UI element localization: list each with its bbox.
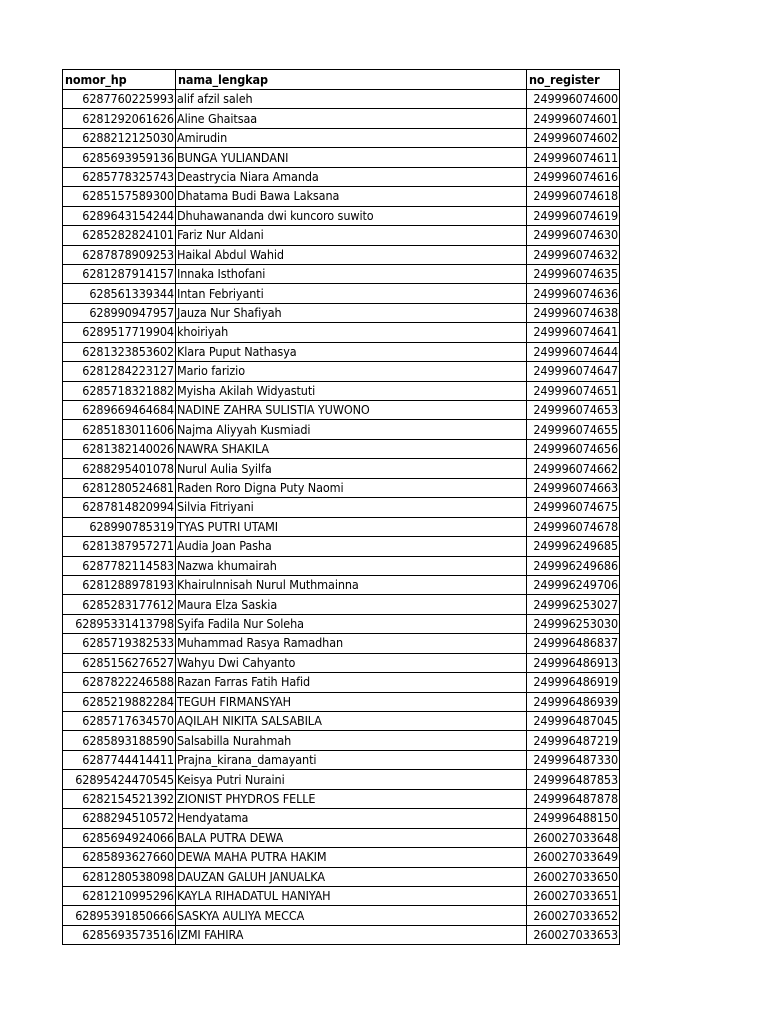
cell-no-register[interactable]: 249996487219 [527, 731, 620, 750]
cell-no-register[interactable]: 249996074630 [527, 226, 620, 245]
cell-no-register[interactable]: 249996074651 [527, 381, 620, 400]
cell-nomor-hp[interactable]: 6285282824101 [63, 226, 176, 245]
cell-no-register[interactable]: 249996074655 [527, 420, 620, 439]
cell-no-register[interactable]: 249996074611 [527, 148, 620, 167]
cell-no-register[interactable]: 249996487853 [527, 770, 620, 789]
cell-nama-lengkap[interactable]: TEGUH FIRMANSYAH [176, 692, 527, 711]
cell-no-register[interactable]: 249996249706 [527, 575, 620, 594]
cell-nama-lengkap[interactable]: Mario farizio [176, 362, 527, 381]
cell-no-register[interactable]: 249996486939 [527, 692, 620, 711]
cell-nomor-hp[interactable]: 6281292061626 [63, 109, 176, 128]
cell-no-register[interactable]: 260027033648 [527, 828, 620, 847]
column-header-nomor-hp[interactable]: nomor_hp [63, 70, 176, 90]
cell-no-register[interactable]: 249996074675 [527, 498, 620, 517]
cell-nomor-hp[interactable]: 6285717634570 [63, 712, 176, 731]
cell-no-register[interactable]: 249996074662 [527, 459, 620, 478]
table-row [63, 653, 620, 672]
cell-nomor-hp[interactable]: 6281323853602 [63, 342, 176, 361]
cell-no-register[interactable]: 249996074678 [527, 517, 620, 536]
cell-nomor-hp[interactable]: 628990785319 [63, 517, 176, 536]
cell-nama-lengkap[interactable]: KAYLA RIHADATUL HANIYAH [176, 886, 527, 905]
cell-nomor-hp[interactable]: 6289517719904 [63, 323, 176, 342]
table-row [63, 750, 620, 769]
table-row [63, 925, 620, 944]
cell-no-register[interactable]: 249996074600 [527, 90, 620, 109]
cell-nomor-hp[interactable]: 6285283177612 [63, 595, 176, 614]
cell-nama-lengkap[interactable]: SASKYA AULIYA MECCA [176, 906, 527, 925]
table-row [63, 226, 620, 245]
cell-nomor-hp[interactable]: 6285156276527 [63, 653, 176, 672]
cell-nama-lengkap[interactable]: Nazwa khumairah [176, 556, 527, 575]
cell-nama-lengkap[interactable]: Klara Puput Nathasya [176, 342, 527, 361]
cell-nomor-hp[interactable]: 6288294510572 [63, 809, 176, 828]
cell-nomor-hp[interactable]: 628990947957 [63, 303, 176, 322]
cell-nomor-hp[interactable]: 6285893627660 [63, 848, 176, 867]
table-row [63, 634, 620, 653]
cell-nama-lengkap[interactable]: Prajna_kirana_damayanti [176, 750, 527, 769]
cell-nama-lengkap[interactable]: NADINE ZAHRA SULISTIA YUWONO [176, 401, 527, 420]
cell-nomor-hp[interactable]: 6285778325743 [63, 167, 176, 186]
cell-nama-lengkap[interactable]: Hendyatama [176, 809, 527, 828]
cell-no-register[interactable]: 249996074647 [527, 362, 620, 381]
cell-nama-lengkap[interactable]: BUNGA YULIANDANI [176, 148, 527, 167]
cell-nomor-hp[interactable]: 6282154521392 [63, 789, 176, 808]
cell-nama-lengkap[interactable]: Myisha Akilah Widyastuti [176, 381, 527, 400]
cell-no-register[interactable]: 249996074636 [527, 284, 620, 303]
table-row [63, 90, 620, 109]
cell-nama-lengkap[interactable]: DAUZAN GALUH JANUALKA [176, 867, 527, 886]
table-row [63, 575, 620, 594]
cell-nomor-hp[interactable]: 6285157589300 [63, 187, 176, 206]
cell-nama-lengkap[interactable]: Najma Aliyyah Kusmiadi [176, 420, 527, 439]
cell-nama-lengkap[interactable]: Muhammad Rasya Ramadhan [176, 634, 527, 653]
table-row [63, 498, 620, 517]
cell-nama-lengkap[interactable]: Jauza Nur Shafiyah [176, 303, 527, 322]
cell-no-register[interactable]: 260027033651 [527, 886, 620, 905]
cell-no-register[interactable]: 249996487330 [527, 750, 620, 769]
cell-nomor-hp[interactable]: 62895424470545 [63, 770, 176, 789]
cell-nomor-hp[interactable]: 6285718321882 [63, 381, 176, 400]
cell-nomor-hp[interactable]: 6285893188590 [63, 731, 176, 750]
table-row [63, 673, 620, 692]
cell-nomor-hp[interactable]: 6287782114583 [63, 556, 176, 575]
cell-nomor-hp[interactable]: 628561339344 [63, 284, 176, 303]
table-row [63, 537, 620, 556]
cell-nama-lengkap[interactable]: Deastrycia Niara Amanda [176, 167, 527, 186]
table-row [63, 148, 620, 167]
cell-nama-lengkap[interactable]: Keisya Putri Nuraini [176, 770, 527, 789]
cell-nomor-hp[interactable]: 6281210995296 [63, 886, 176, 905]
cell-nama-lengkap[interactable]: NAWRA SHAKILA [176, 439, 527, 458]
cell-no-register[interactable]: 249996074638 [527, 303, 620, 322]
cell-no-register[interactable]: 249996074641 [527, 323, 620, 342]
cell-nama-lengkap[interactable]: Innaka Isthofani [176, 264, 527, 283]
table-row [63, 867, 620, 886]
table-row [63, 420, 620, 439]
cell-no-register[interactable]: 249996074635 [527, 264, 620, 283]
cell-nomor-hp[interactable]: 62895391850666 [63, 906, 176, 925]
table-row [63, 828, 620, 847]
cell-nama-lengkap[interactable]: TYAS PUTRI UTAMI [176, 517, 527, 536]
column-header-nama-lengkap[interactable]: nama_lengkap [176, 70, 527, 90]
cell-nomor-hp[interactable]: 6285183011606 [63, 420, 176, 439]
cell-nama-lengkap[interactable]: Dhatama Budi Bawa Laksana [176, 187, 527, 206]
cell-nama-lengkap[interactable]: IZMI FAHIRA [176, 925, 527, 944]
cell-nomor-hp[interactable]: 6281387957271 [63, 537, 176, 556]
table-row [63, 381, 620, 400]
cell-nama-lengkap[interactable]: khoiriyah [176, 323, 527, 342]
table-row [63, 362, 620, 381]
table-row [63, 245, 620, 264]
header-row [63, 70, 620, 90]
cell-no-register[interactable]: 249996487878 [527, 789, 620, 808]
cell-nama-lengkap[interactable]: Dhuhawananda dwi kuncoro suwito [176, 206, 527, 225]
cell-nomor-hp[interactable]: 6285693959136 [63, 148, 176, 167]
table-row [63, 128, 620, 147]
table-row [63, 692, 620, 711]
cell-nama-lengkap[interactable]: Audia Joan Pasha [176, 537, 527, 556]
cell-nomor-hp[interactable]: 6281280524681 [63, 478, 176, 497]
cell-nama-lengkap[interactable]: Fariz Nur Aldani [176, 226, 527, 245]
cell-no-register[interactable]: 249996074644 [527, 342, 620, 361]
cell-nomor-hp[interactable]: 6289643154244 [63, 206, 176, 225]
table-row [63, 264, 620, 283]
cell-no-register[interactable]: 249996253030 [527, 614, 620, 633]
cell-nama-lengkap[interactable]: AQILAH NIKITA SALSABILA [176, 712, 527, 731]
cell-nama-lengkap[interactable]: alif afzil saleh [176, 90, 527, 109]
table-row [63, 109, 620, 128]
cell-no-register[interactable]: 249996074656 [527, 439, 620, 458]
cell-no-register[interactable]: 249996074618 [527, 187, 620, 206]
table-row [63, 303, 620, 322]
cell-no-register[interactable]: 249996074663 [527, 478, 620, 497]
table-row [63, 906, 620, 925]
table-row [63, 770, 620, 789]
cell-nama-lengkap[interactable]: Khairulnnisah Nurul Muthmainna [176, 575, 527, 594]
table-row [63, 284, 620, 303]
cell-nomor-hp[interactable]: 6281288978193 [63, 575, 176, 594]
table-row [63, 478, 620, 497]
cell-nama-lengkap[interactable]: Wahyu Dwi Cahyanto [176, 653, 527, 672]
table-row [63, 206, 620, 225]
cell-nomor-hp[interactable]: 6287878909253 [63, 245, 176, 264]
cell-no-register[interactable]: 249996074601 [527, 109, 620, 128]
cell-nomor-hp[interactable]: 6281287914157 [63, 264, 176, 283]
cell-nama-lengkap[interactable]: Intan Febriyanti [176, 284, 527, 303]
cell-nomor-hp[interactable]: 6285693573516 [63, 925, 176, 944]
table-row [63, 809, 620, 828]
cell-no-register[interactable]: 249996486919 [527, 673, 620, 692]
cell-no-register[interactable]: 260027033650 [527, 867, 620, 886]
cell-nomor-hp[interactable]: 6281284223127 [63, 362, 176, 381]
cell-nomor-hp[interactable]: 6285719382533 [63, 634, 176, 653]
table-row [63, 614, 620, 633]
table-row [63, 595, 620, 614]
table-row [63, 187, 620, 206]
cell-no-register[interactable]: 249996253027 [527, 595, 620, 614]
cell-nomor-hp[interactable]: 6287822246588 [63, 673, 176, 692]
table-body [63, 90, 620, 945]
cell-nomor-hp[interactable]: 6287744414411 [63, 750, 176, 769]
table-row [63, 167, 620, 186]
column-header-no-register[interactable]: no_register [527, 70, 620, 90]
data-table [62, 69, 620, 945]
cell-nomor-hp[interactable]: 6287814820994 [63, 498, 176, 517]
cell-nama-lengkap[interactable]: Maura Elza Saskia [176, 595, 527, 614]
cell-no-register[interactable]: 260027033653 [527, 925, 620, 944]
cell-nama-lengkap[interactable]: Nurul Aulia Syilfa [176, 459, 527, 478]
cell-nama-lengkap[interactable]: Syifa Fadila Nur Soleha [176, 614, 527, 633]
cell-nomor-hp[interactable]: 6287760225993 [63, 90, 176, 109]
cell-nomor-hp[interactable]: 6285694924066 [63, 828, 176, 847]
cell-nomor-hp[interactable]: 6281382140026 [63, 439, 176, 458]
table-row [63, 342, 620, 361]
cell-no-register[interactable]: 249996249686 [527, 556, 620, 575]
cell-nama-lengkap[interactable]: BALA PUTRA DEWA [176, 828, 527, 847]
cell-nama-lengkap[interactable]: Haikal Abdul Wahid [176, 245, 527, 264]
table-row [63, 401, 620, 420]
cell-no-register[interactable]: 249996488150 [527, 809, 620, 828]
cell-nomor-hp[interactable]: 62895331413798 [63, 614, 176, 633]
table-row [63, 517, 620, 536]
cell-nama-lengkap[interactable]: Salsabilla Nurahmah [176, 731, 527, 750]
table-row [63, 439, 620, 458]
cell-no-register[interactable]: 249996074602 [527, 128, 620, 147]
table-row [63, 789, 620, 808]
table-row [63, 886, 620, 905]
cell-nama-lengkap[interactable]: Razan Farras Fatih Hafid [176, 673, 527, 692]
cell-no-register[interactable]: 249996074632 [527, 245, 620, 264]
spreadsheet-sheet [62, 69, 620, 945]
table-row [63, 323, 620, 342]
cell-no-register[interactable]: 249996249685 [527, 537, 620, 556]
cell-no-register[interactable]: 249996074619 [527, 206, 620, 225]
cell-no-register[interactable]: 249996074653 [527, 401, 620, 420]
table-row [63, 459, 620, 478]
cell-nomor-hp[interactable]: 6288295401078 [63, 459, 176, 478]
table-row [63, 848, 620, 867]
cell-no-register[interactable]: 249996074616 [527, 167, 620, 186]
table-row [63, 731, 620, 750]
cell-no-register[interactable]: 260027033652 [527, 906, 620, 925]
table-row [63, 712, 620, 731]
cell-nama-lengkap[interactable]: Aline Ghaitsaa [176, 109, 527, 128]
cell-nomor-hp[interactable]: 6288212125030 [63, 128, 176, 147]
cell-nomor-hp[interactable]: 6285219882284 [63, 692, 176, 711]
cell-nama-lengkap[interactable]: DEWA MAHA PUTRA HAKIM [176, 848, 527, 867]
cell-nama-lengkap[interactable]: ZIONIST PHYDROS FELLE [176, 789, 527, 808]
cell-no-register[interactable]: 249996486837 [527, 634, 620, 653]
cell-nomor-hp[interactable]: 6289669464684 [63, 401, 176, 420]
cell-no-register[interactable]: 249996487045 [527, 712, 620, 731]
cell-nama-lengkap[interactable]: Silvia Fitriyani [176, 498, 527, 517]
table-row [63, 556, 620, 575]
cell-nomor-hp[interactable]: 6281280538098 [63, 867, 176, 886]
cell-nama-lengkap[interactable]: Raden Roro Digna Puty Naomi [176, 478, 527, 497]
cell-no-register[interactable]: 249996486913 [527, 653, 620, 672]
cell-nama-lengkap[interactable]: Amirudin [176, 128, 527, 147]
cell-no-register[interactable]: 260027033649 [527, 848, 620, 867]
